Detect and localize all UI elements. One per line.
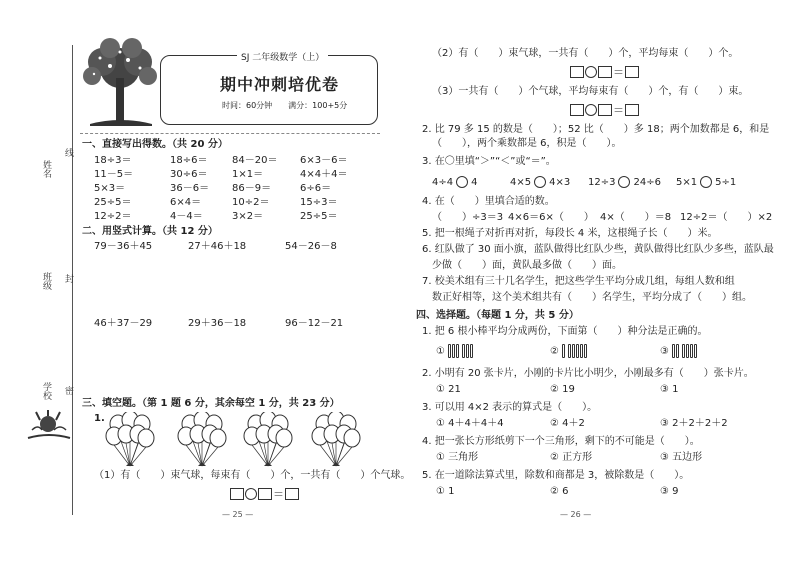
equation-boxes-2 [570, 64, 639, 80]
choice-question-3: 3. 可以用 4×2 表示的算式是（ ）。 [422, 402, 598, 413]
mental-math-item: 3×2＝ [232, 211, 264, 222]
balloon-bunch [100, 412, 160, 470]
option-marker: ① [436, 345, 445, 357]
balloon-bunch [238, 412, 298, 470]
choice-option[interactable]: ③ 五边形 [660, 452, 703, 463]
operator-circle[interactable] [245, 488, 257, 500]
option-marker: ③ [660, 345, 669, 357]
choice-option[interactable]: ① 4＋4＋4＋4 [436, 418, 504, 429]
page-number-right: — 26 — [560, 510, 592, 519]
fill-blank-item: 4×（ ）＝8 [600, 212, 672, 223]
answer-box[interactable] [258, 488, 272, 500]
page-number-left: — 25 — [222, 510, 254, 519]
question-7-line-1: 7. 校美术组有三十几名学生，把这些学生平均分成几组，每组人数和组 [422, 276, 735, 287]
question-3: 3. 在〇里填“＞”“＜”或“＝”。 [422, 156, 556, 167]
sticks-icon [568, 344, 587, 358]
question-2-line-2: （ ），两个乘数都是 6，积是（ ）。 [432, 138, 622, 149]
equals-sign: ＝ [273, 488, 284, 501]
dense-label: 密 [63, 386, 73, 395]
answer-box[interactable] [570, 104, 584, 116]
choice-question-5: 5. 在一道除法算式里，除数和商都是 3，被除数是（ ）。 [422, 470, 690, 481]
compare-right: 4×3 [549, 176, 571, 188]
choice-option[interactable]: ③ 9 [660, 486, 679, 497]
seal-label: 封 [63, 274, 73, 283]
vertical-calc-item: 46＋37－29 [94, 318, 153, 329]
compare-circle[interactable] [534, 176, 546, 188]
compare-left: 5×1 [676, 176, 698, 188]
vertical-calc-item: 27＋46＋18 [188, 241, 247, 252]
equation-boxes-1 [230, 486, 299, 502]
compare-right: 4 [471, 176, 478, 188]
sticks-icon [448, 344, 459, 358]
compare-item [588, 176, 661, 188]
answer-box[interactable] [625, 104, 639, 116]
mental-math-item: 18÷3＝ [94, 155, 132, 166]
compare-right: 5÷1 [715, 176, 737, 188]
balloon [138, 429, 154, 447]
equals-sign: ＝ [613, 104, 624, 117]
tree-illustration [80, 38, 162, 130]
choice-1-option-c[interactable] [660, 344, 697, 358]
mental-math-item: 18÷6＝ [170, 155, 208, 166]
equals-sign: ＝ [613, 66, 624, 79]
compare-left: 4÷4 [432, 176, 454, 188]
choice-option[interactable]: ② 6 [550, 486, 569, 497]
sticks-icon [682, 344, 697, 358]
option-marker: ② [550, 345, 559, 357]
balloon-bunch [306, 412, 366, 470]
mental-math-item: 6×3－6＝ [300, 155, 348, 166]
choice-1-option-b[interactable] [550, 344, 587, 358]
answer-box[interactable] [598, 66, 612, 78]
question-1-part-2: （2）有（ ）束气球，一共有（ ）个，平均每束（ ）个。 [432, 48, 739, 59]
mental-math-item: 12÷2＝ [94, 211, 132, 222]
mental-math-item: 6÷6＝ [300, 183, 332, 194]
compare-item [432, 176, 477, 188]
compare-circle[interactable] [700, 176, 712, 188]
choice-option[interactable]: ② 19 [550, 384, 575, 395]
mental-math-item: 25÷5＝ [300, 211, 338, 222]
mental-math-item: 30÷6＝ [170, 169, 208, 180]
question-2-line-1: 2. 比 79 多 15 的数是（ ）；52 比（ ）多 18；两个加数都是 6，和是 [422, 124, 770, 135]
compare-circle[interactable] [456, 176, 468, 188]
operator-circle[interactable] [585, 66, 597, 78]
choice-1-option-a[interactable] [436, 344, 473, 358]
compare-left: 4×5 [510, 176, 532, 188]
question-4: 4. 在（ ）里填合适的数。 [422, 196, 555, 207]
exam-subtitle: 时间：60分钟 满分：100+5分 [222, 101, 348, 110]
choice-option[interactable]: ② 4＋2 [550, 418, 585, 429]
line-label: 线 [63, 148, 73, 157]
choice-option[interactable]: ② 正方形 [550, 452, 593, 463]
section-4-title: 四、选择题。（每题 1 分，共 5 分） [416, 310, 579, 321]
mental-math-item: 84－20＝ [232, 155, 278, 166]
choice-option[interactable]: ③ 1 [660, 384, 679, 395]
class-label: 班级 [41, 272, 51, 290]
answer-box[interactable] [570, 66, 584, 78]
choice-question-2: 2. 小明有 20 张卡片，小刚的卡片比小明少，小刚最多有（ ）张卡片。 [422, 368, 754, 379]
balloon [276, 429, 292, 447]
school-label: 学校 [41, 382, 51, 400]
choice-question-1: 1. 把 6 根小棒平均分成两份，下面第（ ）种分法是正确的。 [422, 326, 708, 337]
mental-math-item: 6×4＝ [170, 197, 202, 208]
question-6-line-1: 6. 红队做了 30 面小旗，蓝队做得比红队少些，黄队做得比红队少多些，蓝队最 [422, 244, 774, 255]
mental-math-item: 15÷3＝ [300, 197, 338, 208]
grade-tag: SJ 二年级数学（上） [237, 50, 328, 63]
name-label: 姓名 [41, 160, 51, 178]
question-1-number: 1. [94, 413, 105, 424]
question-1-part-1: （1）有（ ）束气球，每束有（ ）个，一共有（ ）个气球。 [94, 470, 411, 481]
mental-math-item: 1×1＝ [232, 169, 264, 180]
answer-box[interactable] [598, 104, 612, 116]
answer-box[interactable] [285, 488, 299, 500]
compare-circle[interactable] [618, 176, 630, 188]
mental-math-item: 4－4＝ [170, 211, 203, 222]
section-1-title: 一、直接写出得数。（共 20 分） [82, 139, 228, 150]
mental-math-item: 11－5＝ [94, 169, 134, 180]
mental-math-item: 86－9＝ [232, 183, 272, 194]
compare-left: 12÷3 [588, 176, 616, 188]
compare-right: 24÷6 [633, 176, 661, 188]
vertical-calc-item: 96－12－21 [285, 318, 344, 329]
header-divider [80, 133, 380, 134]
answer-box[interactable] [625, 66, 639, 78]
choice-question-4: 4. 把一张长方形纸剪下一个三角形，剩下的不可能是（ ）。 [422, 436, 700, 447]
cartoon-illustration [24, 410, 74, 444]
vertical-calc-item: 29＋36－18 [188, 318, 247, 329]
compare-item [510, 176, 570, 188]
compare-item [676, 176, 736, 188]
mental-math-item: 25÷5＝ [94, 197, 132, 208]
fill-blank-item: 4×6＝6×（ ） [508, 212, 594, 223]
choice-option[interactable]: ① 21 [436, 384, 461, 395]
section-2-title: 二、用竖式计算。（共 12 分） [82, 226, 218, 237]
balloon [210, 429, 226, 447]
vertical-calc-item: 79－36＋45 [94, 241, 153, 252]
mental-math-item: 10÷2＝ [232, 197, 270, 208]
question-1-part-3: （3）一共有（ ）个气球，平均每束有（ ）个，有（ ）束。 [432, 86, 749, 97]
sticks-icon [562, 344, 565, 358]
mental-math-item: 4×4＋4＝ [300, 169, 348, 180]
answer-box[interactable] [230, 488, 244, 500]
choice-option[interactable]: ① 三角形 [436, 452, 479, 463]
sticks-icon [672, 344, 679, 358]
choice-option[interactable]: ① 1 [436, 486, 455, 497]
operator-circle[interactable] [585, 104, 597, 116]
balloon-bunch [172, 412, 232, 470]
section-3-title: 三、填空题。（第 1 题 6 分，其余每空 1 分，共 23 分） [82, 398, 340, 409]
balloon [344, 429, 360, 447]
question-7-line-2: 数正好相等，这个美术组共有（ ）名学生，平均分成了（ ）组。 [432, 292, 752, 303]
sticks-icon [462, 344, 473, 358]
choice-option[interactable]: ③ 2＋2＋2＋2 [660, 418, 728, 429]
fill-blank-item: （ ）÷3＝3 [432, 212, 504, 223]
exam-title: 期中冲刺培优卷 [220, 75, 340, 94]
question-6-line-2: 少做（ ）面，黄队最多做（ ）面。 [432, 260, 622, 271]
mental-math-item: 36－6＝ [170, 183, 210, 194]
equation-boxes-3 [570, 102, 639, 118]
vertical-calc-item: 54－26－8 [285, 241, 337, 252]
fill-blank-item: 12÷2＝（ ）×2 [680, 212, 773, 223]
mental-math-item: 5×3＝ [94, 183, 126, 194]
question-5: 5. 把一根绳子对折再对折，每段长 4 米，这根绳子长（ ）米。 [422, 228, 718, 239]
